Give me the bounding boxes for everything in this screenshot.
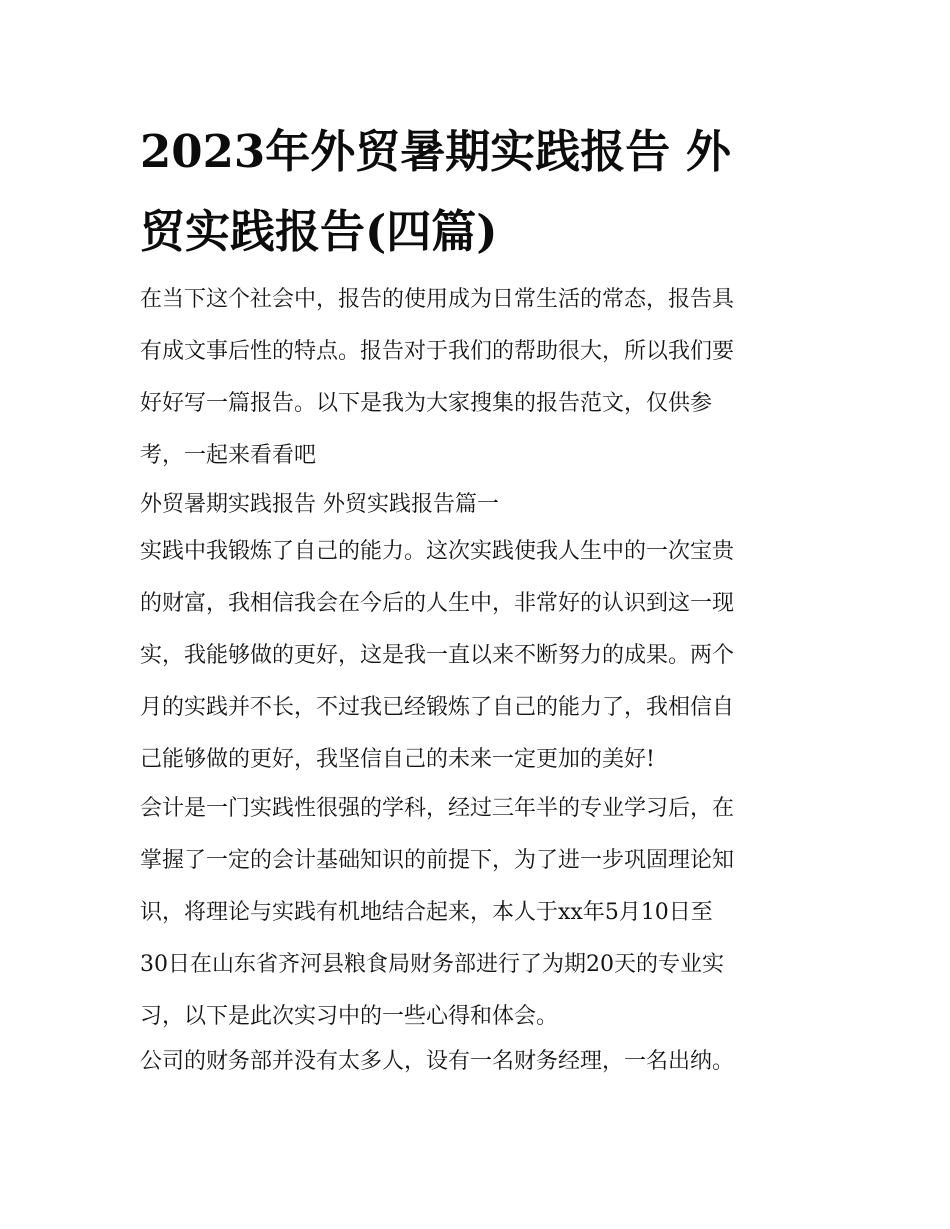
body-paragraph-2 bbox=[140, 783, 830, 1043]
text-line: 公司的财务部并没有太多人，设有一名财务经理，一名出纳。 bbox=[140, 1049, 735, 1074]
text-line: 有成文事后性的特点。报告对于我们的帮助很大，所以我们要 bbox=[140, 339, 735, 364]
text-line: 好好写一篇报告。以下是我为大家搜集的报告范文，仅供参 bbox=[140, 391, 713, 416]
text-line: 实，我能够做的更好，这是我一直以来不断努力的成果。两个 bbox=[140, 643, 735, 668]
title-line-1: 2023年外贸暑期实践报告 外 bbox=[140, 125, 731, 178]
text-line: 月的实践并不长，不过我已经锻炼了自己的能力了，我相信自 bbox=[140, 695, 735, 720]
document-title bbox=[140, 112, 820, 272]
title-line-2: 贸实践报告(四篇) bbox=[140, 205, 498, 258]
text-line: 考，一起来看看吧 bbox=[140, 443, 317, 468]
text-line: 己能够做的更好，我坚信自己的未来一定更加的美好! bbox=[140, 747, 655, 772]
text-line: 掌握了一定的会计基础知识的前提下，为了进一步巩固理论知 bbox=[140, 848, 735, 873]
intro-paragraph bbox=[140, 274, 830, 482]
text-line: 在当下这个社会中，报告的使用成为日常生活的常态，报告具 bbox=[140, 287, 735, 312]
body-paragraph-1 bbox=[140, 526, 830, 786]
text-line: 30日在山东省齐河县粮食局财务部进行了为期20天的专业实 bbox=[140, 952, 724, 977]
text-line: 识，将理论与实践有机地结合起来，本人于xx年5月10日至 bbox=[140, 900, 713, 925]
text-line: 习，以下是此次实习中的一些心得和体会。 bbox=[140, 1004, 559, 1029]
text-line: 的财富，我相信我会在今后的人生中，非常好的认识到这一现 bbox=[140, 591, 735, 616]
section-heading-text: 外贸暑期实践报告 外贸实践报告篇一 bbox=[140, 492, 499, 517]
section-heading bbox=[140, 479, 830, 531]
body-paragraph-3 bbox=[140, 1036, 830, 1088]
text-line: 实践中我锻炼了自己的能力。这次实践使我人生中的一次宝贵 bbox=[140, 539, 735, 564]
text-line: 会计是一门实践性很强的学科，经过三年半的专业学习后，在 bbox=[140, 796, 735, 821]
